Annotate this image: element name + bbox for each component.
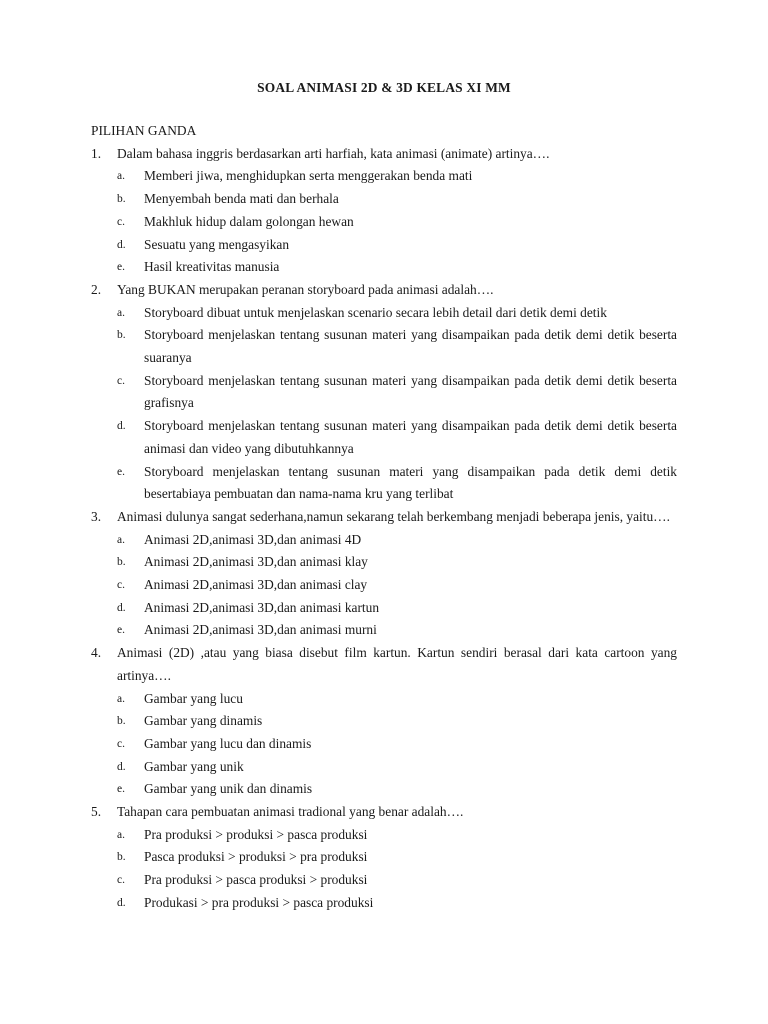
question-number: 3. — [91, 508, 102, 524]
option-letter: a. — [117, 306, 125, 319]
option-text: Pra produksi > pasca produksi > produksi — [144, 872, 368, 888]
option-letter: d. — [117, 601, 126, 614]
option-list — [91, 302, 677, 506]
option-letter: e. — [117, 624, 125, 637]
answer-option — [117, 188, 677, 211]
question-item — [91, 801, 677, 915]
option-text: Makhluk hidup dalam golongan hewan — [144, 213, 354, 229]
question-number: 4. — [91, 645, 102, 661]
question-stem — [91, 642, 677, 687]
question-text: Animasi (2D) ,atau yang biasa disebut film kartun. Kartun sendiri berasal dari kata cartoon yang artinya…. — [117, 645, 677, 683]
option-letter: d. — [117, 896, 126, 909]
answer-option — [117, 619, 677, 642]
question-text: Tahapan cara pembuatan animasi tradional yang benar adalah…. — [117, 804, 464, 820]
option-text: Gambar yang unik dan dinamis — [144, 781, 313, 797]
question-item — [91, 506, 677, 642]
option-letter: b. — [117, 556, 126, 569]
option-letter: b. — [117, 193, 126, 206]
option-text: Menyembah benda mati dan berhala — [144, 191, 339, 207]
option-letter: c. — [117, 737, 125, 750]
document-title: SOAL ANIMASI 2D & 3D KELAS XI MM — [257, 80, 511, 95]
answer-option — [117, 211, 677, 234]
answer-option — [117, 234, 677, 257]
option-text: Memberi jiwa, menghidupkan serta menggerakan benda mati — [144, 168, 473, 184]
option-letter: b. — [117, 329, 126, 342]
question-number: 2. — [91, 281, 102, 297]
question-stem — [91, 506, 677, 529]
question-item — [91, 143, 677, 279]
option-letter: a. — [117, 828, 125, 841]
answer-option — [117, 165, 677, 188]
option-letter: a. — [117, 170, 125, 183]
question-stem — [91, 279, 677, 302]
answer-option — [117, 710, 677, 733]
answer-option — [117, 892, 677, 915]
option-letter: c. — [117, 579, 125, 592]
option-text: Gambar yang lucu dan dinamis — [144, 735, 312, 751]
option-text: Pra produksi > produksi > pasca produksi — [144, 826, 368, 842]
answer-option — [117, 415, 677, 460]
option-letter: c. — [117, 374, 125, 387]
option-text: Animasi 2D,animasi 3D,dan animasi murni — [144, 622, 377, 638]
option-text: Gambar yang dinamis — [144, 713, 263, 729]
question-item — [91, 642, 677, 801]
option-letter: e. — [117, 465, 125, 478]
question-text: Animasi dulunya sangat sederhana,namun sekarang telah berkembang menjadi beberapa jenis, yaitu…. — [117, 508, 670, 524]
option-letter: d. — [117, 420, 126, 433]
option-list — [91, 824, 677, 915]
answer-option — [117, 574, 677, 597]
answer-option — [117, 688, 677, 711]
option-text: Produkasi > pra produksi > pasca produksi — [144, 894, 374, 910]
option-list — [91, 688, 677, 802]
option-text: Storyboard menjelaskan tentang susunan materi yang disampaikan pada detik demi detik beserta animasi dan video yang dibutuhkannya — [144, 418, 677, 456]
option-letter: e. — [117, 261, 125, 274]
option-letter: e. — [117, 783, 125, 796]
option-letter: b. — [117, 715, 126, 728]
option-letter: c. — [117, 215, 125, 228]
option-letter: c. — [117, 874, 125, 887]
question-text: Dalam bahasa inggris berdasarkan arti harfiah, kata animasi (animate) artinya…. — [117, 145, 550, 161]
option-text: Animasi 2D,animasi 3D,dan animasi 4D — [144, 531, 362, 547]
document-body — [91, 120, 677, 915]
question-text: Yang BUKAN merupakan peranan storyboard pada animasi adalah…. — [117, 281, 494, 297]
answer-option — [117, 324, 677, 369]
question-list — [91, 143, 677, 915]
question-stem — [91, 143, 677, 166]
question-number: 1. — [91, 145, 102, 161]
answer-option — [117, 256, 677, 279]
option-letter: a. — [117, 533, 125, 546]
option-text: Storyboard menjelaskan tentang susunan materi yang disampaikan pada detik demi detik besertabiaya pembuatan dan nama-nama kru yang terlibat — [144, 463, 677, 502]
answer-option — [117, 302, 677, 325]
option-text: Gambar yang unik — [144, 758, 244, 774]
option-text: Storyboard menjelaskan tentang susunan materi yang disampaikan pada detik demi detik beserta suaranya — [144, 327, 677, 366]
section-heading: PILIHAN GANDA — [91, 123, 197, 138]
option-text: Storyboard menjelaskan tentang susunan materi yang disampaikan pada detik demi detik beserta grafisnya — [144, 372, 677, 411]
option-text: Animasi 2D,animasi 3D,dan animasi clay — [144, 577, 368, 593]
answer-option — [117, 370, 677, 415]
option-list — [91, 165, 677, 279]
answer-option — [117, 846, 677, 869]
answer-option — [117, 461, 677, 506]
answer-option — [117, 778, 677, 801]
option-text: Pasca produksi > produksi > pra produksi — [144, 849, 368, 865]
question-item — [91, 279, 677, 506]
option-text: Sesuatu yang mengasyikan — [144, 236, 290, 252]
answer-option — [117, 756, 677, 779]
option-text: Storyboard dibuat untuk menjelaskan scenario secara lebih detail dari detik demi detik — [144, 304, 607, 320]
answer-option — [117, 529, 677, 552]
option-letter: a. — [117, 692, 125, 705]
question-number: 5. — [91, 804, 102, 820]
option-letter: d. — [117, 760, 126, 773]
option-list — [91, 529, 677, 643]
option-text: Animasi 2D,animasi 3D,dan animasi klay — [144, 554, 368, 570]
option-letter: d. — [117, 238, 126, 251]
answer-option — [117, 597, 677, 620]
answer-option — [117, 824, 677, 847]
option-letter: b. — [117, 851, 126, 864]
answer-option — [117, 733, 677, 756]
option-text: Hasil kreativitas manusia — [144, 259, 280, 275]
answer-option — [117, 551, 677, 574]
option-text: Animasi 2D,animasi 3D,dan animasi kartun — [144, 599, 380, 615]
option-text: Gambar yang lucu — [144, 690, 243, 706]
question-stem — [91, 801, 677, 824]
answer-option — [117, 869, 677, 892]
